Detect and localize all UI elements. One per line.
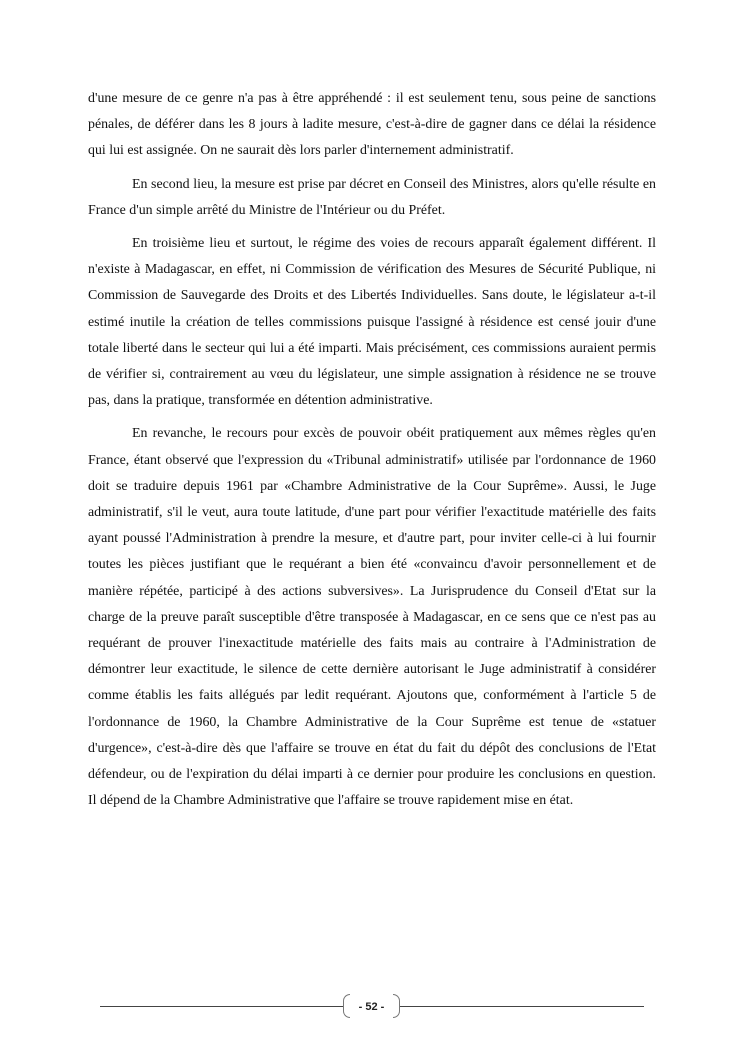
paragraph-third-point: En troisième lieu et surtout, le régime des voies de recours apparaît également différent. Il n'existe à Madagascar, en effet, ni Commission de vérification des Mesures de Sécurité Publique, ni Commission de Sauvegarde des Droits et des Libertés Individuelles. Sans doute, le législateur a-t-il estimé inutile la création de telles commissions puisque l'assigné à résidence est censé jouir d'une totale liberté dans le secteur qui lui a été imparti. Mais précisément, ces commissions auraient permis de vérifier si, contrairement au vœu du législateur, une simple assignation à résidence ne se trouve pas, dans la pratique, transformée en détention administrative. [88, 236, 656, 409]
right-brace-icon [393, 994, 400, 1018]
left-brace-icon [343, 994, 350, 1018]
document-body [88, 86, 656, 821]
paragraph-excess-of-power-appeal: En revanche, le recours pour excès de pouvoir obéit pratiquement aux mêmes règles qu'en France, étant observé que l'expression du «Tribunal administratif» utilisée par l'ordonnance de 1960 doit se traduire depuis 1961 par «Chambre Administrative de la Cour Suprême». Aussi, le Juge administratif, s'il le veut, aura toute latitude, d'une part pour vérifier l'exactitude matérielle des faits ayant poussé l'Administration à prendre la mesure, et d'autre part, pour inviter celle-ci à lui fournir toutes les pièces justifiant que le requérant a bien été «convaincu d'avoir personnellement et de manière répétée, participé à des actions subversives». La Jurisprudence du Conseil d'Etat sur la charge de la preuve paraît susceptible d'être transposée à Madagascar, en ce sens que ce n'est pas au requérant de prouver l'inexactitude matérielle des faits mais au contraire à l'Administration de démontrer leur exactitude, le silence de cette dernière autorisant le Juge administratif à considérer comme établis les faits allégués par ledit requérant. Ajoutons que, conformément à l'article 5 de l'ordonnance de 1960, la Chambre Administrative de la Cour Suprême est tenue de «statuer d'urgence», c'est-à-dire dès que l'affaire se trouve en état du fait du dépôt des conclusions de l'Etat défendeur, ou de l'expiration du délai imparti à ce dernier pour produire les conclusions en question. Il dépend de la Chambre Administrative que l'affaire se trouve rapidement mise en état. [88, 426, 656, 809]
page-number: - 52 - [358, 1001, 385, 1013]
paragraph-continuation: d'une mesure de ce genre n'a pas à être appréhendé : il est seulement tenu, sous peine de sanctions pénales, de déférer dans les 8 jours à ladite mesure, c'est-à-dire de gagner dans ce délai la résidence qui lui est assignée. On ne saurait dès lors parler d'internement administratif. [88, 91, 656, 159]
page-footer [100, 992, 644, 1022]
page-number-frame [343, 994, 400, 1020]
paragraph-second-point: En second lieu, la mesure est prise par décret en Conseil des Ministres, alors qu'elle résulte en France d'un simple arrêté du Ministre de l'Intérieur ou du Préfet. [88, 176, 656, 218]
footer-rule-right [400, 1006, 644, 1007]
footer-rule-left [100, 1006, 343, 1007]
